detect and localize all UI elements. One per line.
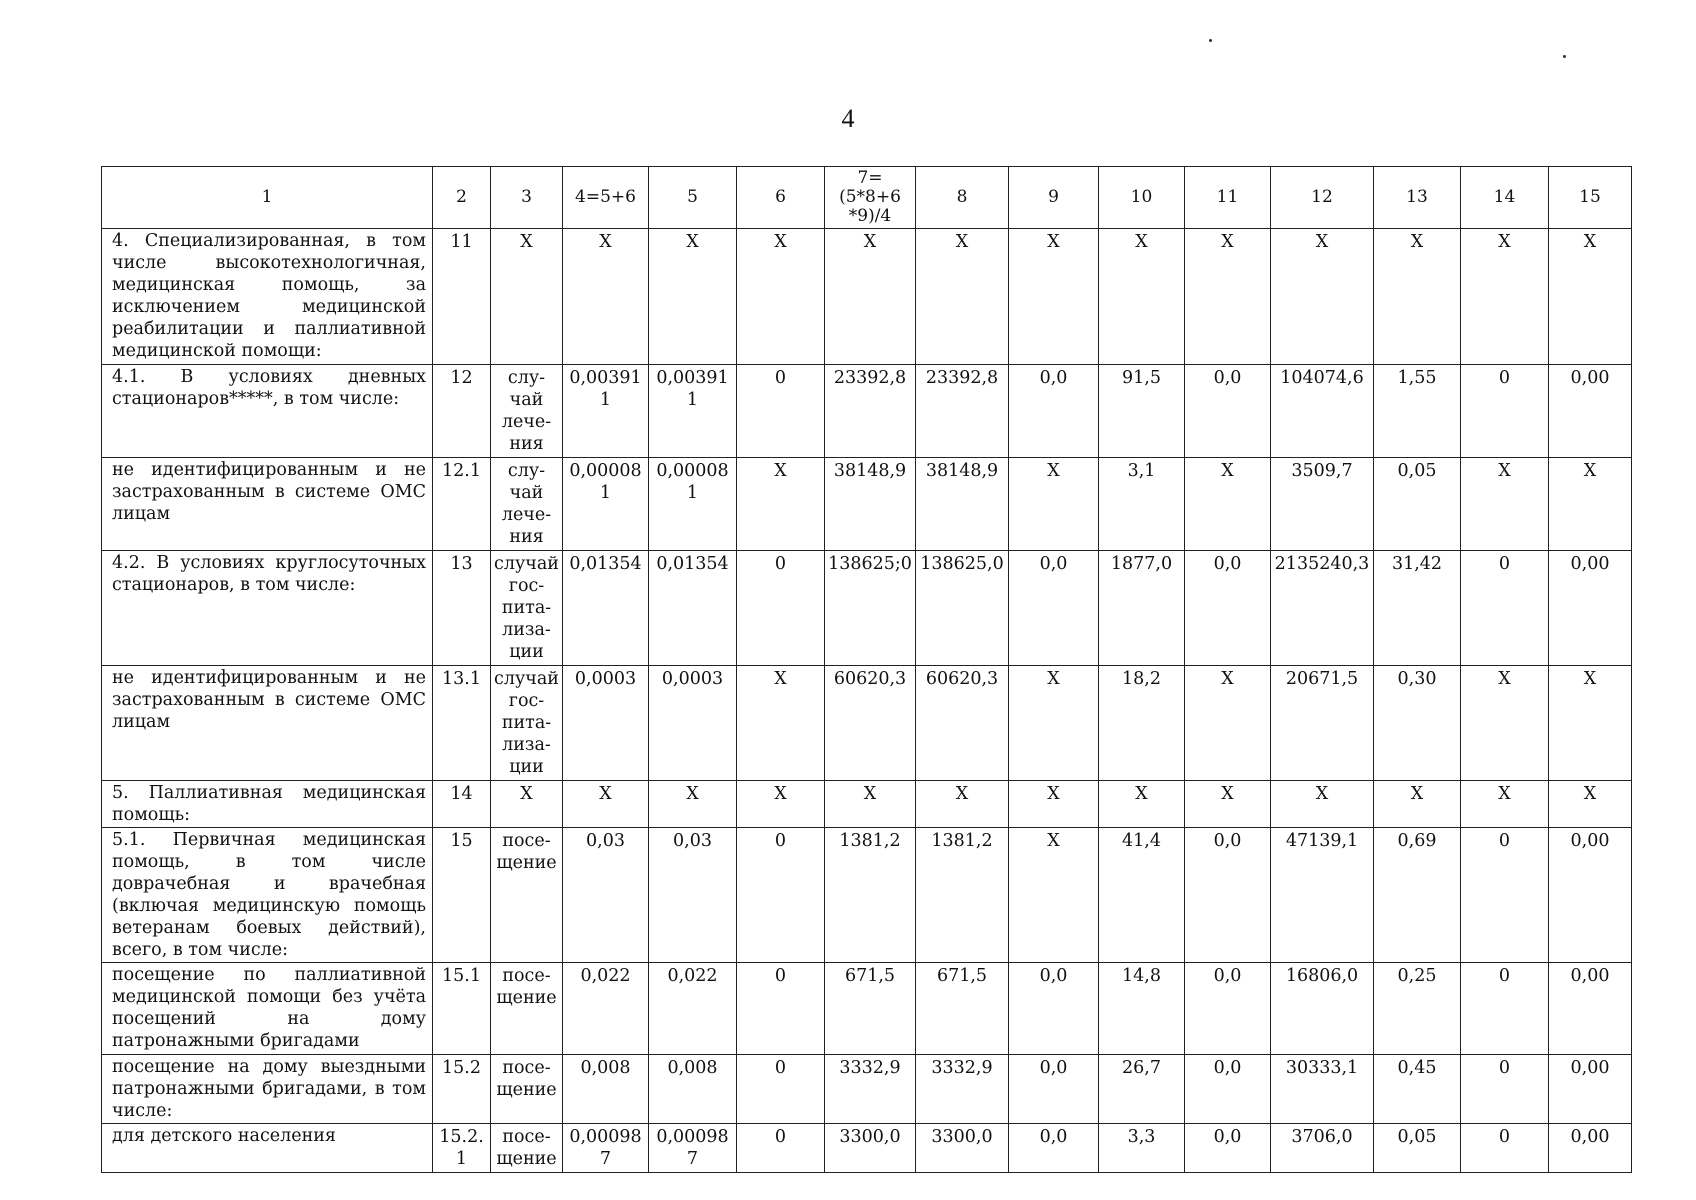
col-14-cell: 0	[1461, 1055, 1549, 1124]
unit-cell: слу-чай лече-ния	[491, 365, 563, 458]
col-10-cell: 3,1	[1099, 458, 1185, 551]
col-5-cell: 0,01354	[649, 551, 737, 666]
row-name-cell: 5. Паллиативная медицинская помощь:	[102, 781, 433, 828]
row-name-cell: не идентифицированным и не застрахованным в системе ОМС лицам	[102, 666, 433, 781]
col-5-cell: 0,008	[649, 1055, 737, 1124]
col-13-cell: 0,25	[1374, 963, 1461, 1055]
col-5-cell: 0,003911	[649, 365, 737, 458]
col-8-cell: 60620,3	[916, 666, 1009, 781]
col-6-cell: X	[737, 781, 825, 828]
header-cell-unit: 3	[491, 167, 563, 229]
col-5-cell: 0,000081	[649, 458, 737, 551]
unit-cell: случай гос-пита-лиза-ции	[491, 551, 563, 666]
col-15-cell: 0,00	[1549, 963, 1632, 1055]
col-7-cell: 3300,0	[825, 1124, 916, 1173]
col-11-cell: X	[1185, 458, 1271, 551]
row-code-cell: 13	[433, 551, 491, 666]
col-9-cell: 0,0	[1009, 1124, 1099, 1173]
col-6-cell: 0	[737, 365, 825, 458]
col-9-cell: X	[1009, 458, 1099, 551]
col-7-cell: 138625;0	[825, 551, 916, 666]
col-4-cell: 0,01354	[563, 551, 649, 666]
unit-cell: слу-чай лече-ния	[491, 458, 563, 551]
col-12-cell: 104074,6	[1271, 365, 1374, 458]
table-body	[102, 167, 1632, 1173]
col-4-cell: 0,008	[563, 1055, 649, 1124]
col-10-cell: 91,5	[1099, 365, 1185, 458]
row-code-cell: 15	[433, 828, 491, 963]
col-9-cell: 0,0	[1009, 551, 1099, 666]
col-10-cell: 3,3	[1099, 1124, 1185, 1173]
col-9-cell: 0,0	[1009, 1055, 1099, 1124]
header-cell-col-6: 6	[737, 167, 825, 229]
col-12-cell: 20671,5	[1271, 666, 1374, 781]
header-cell-col-15: 15	[1549, 167, 1632, 229]
col-15-cell: X	[1549, 458, 1632, 551]
col-6-cell: X	[737, 458, 825, 551]
table-row	[102, 551, 1632, 666]
col-8-cell: 38148,9	[916, 458, 1009, 551]
col-7-cell: 38148,9	[825, 458, 916, 551]
col-10-cell: X	[1099, 781, 1185, 828]
col-6-cell: 0	[737, 1124, 825, 1173]
col-8-cell: 3300,0	[916, 1124, 1009, 1173]
row-code-cell: 12.1	[433, 458, 491, 551]
header-cell-col-7: 7=(5*8+6 *9)/4	[825, 167, 916, 229]
col-5-cell: 0,03	[649, 828, 737, 963]
col-6-cell: X	[737, 229, 825, 365]
col-12-cell: 2135240,3	[1271, 551, 1374, 666]
col-9-cell: X	[1009, 828, 1099, 963]
col-11-cell: 0,0	[1185, 963, 1271, 1055]
col-7-cell: X	[825, 781, 916, 828]
header-cell-col-14: 14	[1461, 167, 1549, 229]
table-row	[102, 229, 1632, 365]
col-11-cell: 0,0	[1185, 551, 1271, 666]
unit-cell: посе-щение	[491, 1055, 563, 1124]
col-10-cell: 14,8	[1099, 963, 1185, 1055]
row-name-cell: для детского населения	[102, 1124, 433, 1173]
col-14-cell: 0	[1461, 1124, 1549, 1173]
col-14-cell: X	[1461, 458, 1549, 551]
col-9-cell: X	[1009, 666, 1099, 781]
table-row	[102, 365, 1632, 458]
table-row	[102, 458, 1632, 551]
col-7-cell: 60620,3	[825, 666, 916, 781]
col-12-cell: 3509,7	[1271, 458, 1374, 551]
col-7-cell: 671,5	[825, 963, 916, 1055]
page-number: 4	[841, 104, 855, 133]
header-cell-row-name: 1	[102, 167, 433, 229]
col-13-cell: X	[1374, 781, 1461, 828]
col-11-cell: 0,0	[1185, 1124, 1271, 1173]
header-cell-row-code: 2	[433, 167, 491, 229]
scan-speck	[1209, 39, 1212, 42]
header-cell-col-13: 13	[1374, 167, 1461, 229]
data-table	[101, 166, 1632, 1173]
row-name-cell: 4.2. В условиях круглосуточных стационаров, в том числе:	[102, 551, 433, 666]
col-8-cell: 1381,2	[916, 828, 1009, 963]
row-name-cell: 4.1. В условиях дневных стационаров*****, в том числе:	[102, 365, 433, 458]
col-6-cell: 0	[737, 1055, 825, 1124]
col-11-cell: 0,0	[1185, 828, 1271, 963]
table-row	[102, 963, 1632, 1055]
col-15-cell: 0,00	[1549, 828, 1632, 963]
col-8-cell: 138625,0	[916, 551, 1009, 666]
col-11-cell: 0,0	[1185, 1055, 1271, 1124]
row-name-cell: не идентифицированным и не застрахованным в системе ОМС лицам	[102, 458, 433, 551]
unit-cell: X	[491, 781, 563, 828]
col-8-cell: 23392,8	[916, 365, 1009, 458]
header-cell-col-9: 9	[1009, 167, 1099, 229]
col-13-cell: 0,05	[1374, 458, 1461, 551]
col-11-cell: X	[1185, 781, 1271, 828]
col-15-cell: 0,00	[1549, 551, 1632, 666]
scan-speck	[1563, 55, 1566, 58]
table-row	[102, 666, 1632, 781]
col-4-cell: 0,003911	[563, 365, 649, 458]
col-15-cell: X	[1549, 229, 1632, 365]
col-14-cell: X	[1461, 781, 1549, 828]
col-8-cell: 671,5	[916, 963, 1009, 1055]
col-12-cell: 3706,0	[1271, 1124, 1374, 1173]
col-4-cell: X	[563, 229, 649, 365]
col-10-cell: 1877,0	[1099, 551, 1185, 666]
unit-cell: посе-щение	[491, 828, 563, 963]
header-cell-col-10: 10	[1099, 167, 1185, 229]
col-13-cell: 0,30	[1374, 666, 1461, 781]
col-15-cell: X	[1549, 666, 1632, 781]
col-6-cell: 0	[737, 963, 825, 1055]
col-7-cell: 3332,9	[825, 1055, 916, 1124]
row-code-cell: 15.2	[433, 1055, 491, 1124]
col-6-cell: 0	[737, 828, 825, 963]
header-cell-col-4: 4=5+6	[563, 167, 649, 229]
row-code-cell: 14	[433, 781, 491, 828]
col-11-cell: X	[1185, 666, 1271, 781]
header-cell-col-12: 12	[1271, 167, 1374, 229]
col-12-cell: 16806,0	[1271, 963, 1374, 1055]
col-15-cell: X	[1549, 781, 1632, 828]
col-4-cell: 0,022	[563, 963, 649, 1055]
col-13-cell: 1,55	[1374, 365, 1461, 458]
col-9-cell: 0,0	[1009, 963, 1099, 1055]
col-10-cell: 41,4	[1099, 828, 1185, 963]
row-name-cell: 4. Специализированная, в том числе высокотехнологичная, медицинская помощь, за исключением медицинской реабилитации и паллиативной медицинской помощи:	[102, 229, 433, 365]
col-10-cell: 18,2	[1099, 666, 1185, 781]
col-7-cell: 1381,2	[825, 828, 916, 963]
table-row	[102, 828, 1632, 963]
col-7-cell: X	[825, 229, 916, 365]
row-code-cell: 15.1	[433, 963, 491, 1055]
col-5-cell: 0,022	[649, 963, 737, 1055]
header-cell-col-8: 8	[916, 167, 1009, 229]
col-12-cell: 30333,1	[1271, 1055, 1374, 1124]
col-14-cell: 0	[1461, 828, 1549, 963]
unit-cell: X	[491, 229, 563, 365]
header-cell-col-5: 5	[649, 167, 737, 229]
col-8-cell: X	[916, 229, 1009, 365]
col-11-cell: 0,0	[1185, 365, 1271, 458]
header-row	[102, 167, 1632, 229]
col-8-cell: 3332,9	[916, 1055, 1009, 1124]
col-4-cell: X	[563, 781, 649, 828]
col-14-cell: 0	[1461, 551, 1549, 666]
col-14-cell: X	[1461, 666, 1549, 781]
row-code-cell: 13.1	[433, 666, 491, 781]
col-9-cell: X	[1009, 781, 1099, 828]
col-10-cell: 26,7	[1099, 1055, 1185, 1124]
col-6-cell: 0	[737, 551, 825, 666]
col-13-cell: 31,42	[1374, 551, 1461, 666]
row-code-cell: 12	[433, 365, 491, 458]
table-row	[102, 1055, 1632, 1124]
col-7-cell: 23392,8	[825, 365, 916, 458]
row-name-cell: посещение по паллиативной медицинской помощи без учёта посещений на дому патронажными бригадами	[102, 963, 433, 1055]
col-12-cell: X	[1271, 229, 1374, 365]
col-14-cell: 0	[1461, 365, 1549, 458]
col-14-cell: X	[1461, 229, 1549, 365]
col-11-cell: X	[1185, 229, 1271, 365]
col-8-cell: X	[916, 781, 1009, 828]
col-12-cell: 47139,1	[1271, 828, 1374, 963]
col-14-cell: 0	[1461, 963, 1549, 1055]
col-15-cell: 0,00	[1549, 1055, 1632, 1124]
col-9-cell: 0,0	[1009, 365, 1099, 458]
row-name-cell: 5.1. Первичная медицинская помощь, в том числе доврачебная и врачебная (включая медицинскую помощь ветеранам боевых действий), всего, в том числе:	[102, 828, 433, 963]
row-code-cell: 11	[433, 229, 491, 365]
unit-cell: посе-щение	[491, 1124, 563, 1173]
unit-cell: случай гос-пита-лиза-ции	[491, 666, 563, 781]
col-9-cell: X	[1009, 229, 1099, 365]
header-cell-col-11: 11	[1185, 167, 1271, 229]
col-13-cell: X	[1374, 229, 1461, 365]
col-6-cell: X	[737, 666, 825, 781]
col-13-cell: 0,45	[1374, 1055, 1461, 1124]
col-13-cell: 0,69	[1374, 828, 1461, 963]
col-10-cell: X	[1099, 229, 1185, 365]
col-4-cell: 0,0003	[563, 666, 649, 781]
col-15-cell: 0,00	[1549, 365, 1632, 458]
col-13-cell: 0,05	[1374, 1124, 1461, 1173]
row-name-cell: посещение на дому выездными патронажными бригадами, в том числе:	[102, 1055, 433, 1124]
col-15-cell: 0,00	[1549, 1124, 1632, 1173]
col-4-cell: 0,03	[563, 828, 649, 963]
col-5-cell: X	[649, 229, 737, 365]
unit-cell: посе-щение	[491, 963, 563, 1055]
row-code-cell: 15.2.1	[433, 1124, 491, 1173]
table-row	[102, 781, 1632, 828]
col-5-cell: 0,000987	[649, 1124, 737, 1173]
col-4-cell: 0,000081	[563, 458, 649, 551]
col-5-cell: 0,0003	[649, 666, 737, 781]
col-4-cell: 0,000987	[563, 1124, 649, 1173]
col-5-cell: X	[649, 781, 737, 828]
table-row	[102, 1124, 1632, 1173]
col-12-cell: X	[1271, 781, 1374, 828]
